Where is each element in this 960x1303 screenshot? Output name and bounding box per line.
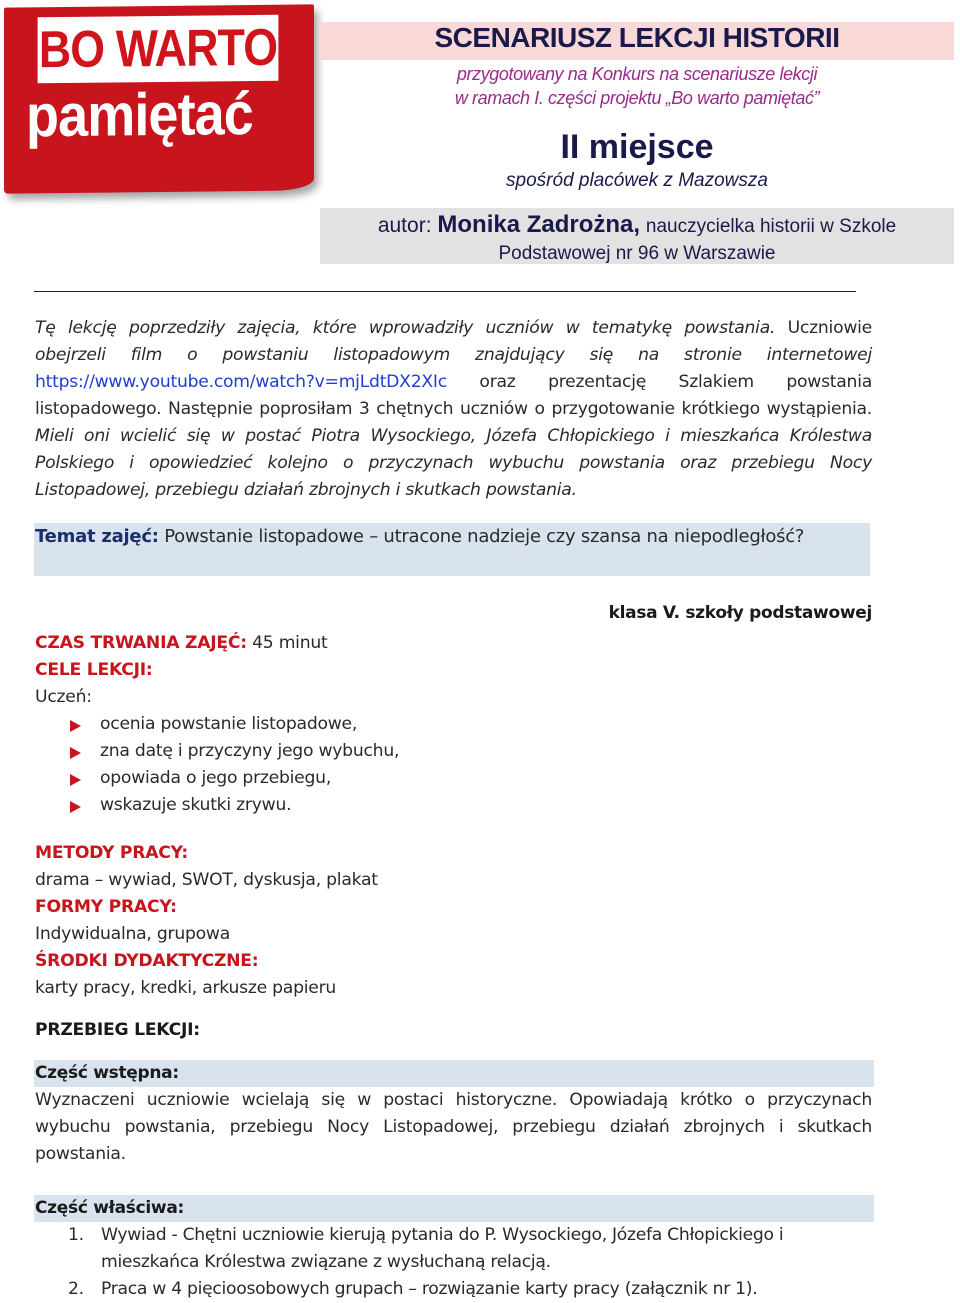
methods-label: METODY PRACY: [35,843,188,863]
list-item: 1. Wywiad - Chętni uczniowie kierują pytania do P. Wysockiego, Józefa Chłopickiego i mieszkańca Królestwa związane z wysłuchaną relacją. [68,1225,784,1272]
award-place: II miejsce [560,128,714,166]
triangle-bullet-icon [70,747,81,759]
topic-text: Powstanie listopadowe – utracone nadzieje czy szansa na niepodległość? [158,526,805,547]
logo-line1: BO WARTO [38,15,279,84]
author-box [320,208,954,264]
logo-line2: pamiętać [26,80,253,150]
list-item: ocenia powstanie listopadowe, [68,711,399,738]
triangle-bullet-icon [70,774,81,786]
forms-value: Indywidualna, grupowa [35,924,230,944]
award-place-sub: spośród placówek z Mazowsza [506,170,768,191]
goals-intro: Uczeń: [35,687,92,707]
goals-list [68,711,399,819]
methods-value: drama – wywiad, SWOT, dyskusja, plakat [35,870,378,890]
forms-label: FORMY PRACY: [35,897,177,917]
intro-part-text: Wyznaczeni uczniowie wcielają się w postaci historyczne. Opowiadają krótko o przyczynach wybuchu powstania, przebiegu Nocy Listopadowej, przebiegu działań zbrojnych i skutkach powstania. [35,1090,872,1164]
intro-italic-2: Mieli oni wcielić się w postać Piotra Wysockiego, Józefa Chłopickiego i mieszkańca Królestwa Polskiego i opowiedzieć kolejno o przyczynach wybuchu powstania oraz przebiegu Nocy Listopadowej, przebiegu działań zbrojnych i skutkach powstania. [35,426,872,500]
intro-part-label: Część wstępna: [35,1063,179,1083]
author-name: Monika Zadrożna, [437,211,641,238]
goals-label: CELE LEKCJI: [35,660,153,680]
intro-rest-3: oraz prezentację Szlakiem powstania listopadowego. Następnie poprosiłam 3 chętnych uczniów o przygotowanie krótkiego wystąpienia. [35,372,872,419]
intro-line-2: obejrzeli film o powstaniu listopadowym znajdujący się na stronie internetowej [35,345,872,365]
list-item: 2. Praca w 4 pięcioosobowych grupach – rozwiązanie karty pracy (załącznik nr 1). [68,1279,758,1299]
course-label: PRZEBIEG LEKCJI: [35,1020,200,1040]
intro-rest-1: Uczniowie [775,318,872,338]
subtitle-line1: przygotowany na Konkurs na scenariusze lekcji [456,64,818,84]
triangle-bullet-icon [70,801,81,813]
page-subtitle [320,62,954,110]
list-item: wskazuje skutki zrywu. [68,792,399,819]
logo [4,4,314,193]
duration-line [35,630,327,657]
means-value: karty pracy, kredki, arkusze papieru [35,978,337,998]
author-school: Podstawowej nr 96 w Warszawie [498,243,776,264]
triangle-bullet-icon [70,720,81,732]
topic-label: Temat zajęć: [35,526,159,547]
page-title: SCENARIUSZ LEKCJI HISTORII [434,22,840,53]
class-level: klasa V. szkoły podstawowej [608,603,872,623]
youtube-link[interactable]: https://www.youtube.com/watch?v=mjLdtDX2XIc [35,372,447,392]
intro-italic-1: Tę lekcję poprzedziły zajęcia, które wprowadziły uczniów w tematykę powstania. [35,318,776,338]
list-item: zna datę i przyczyny jego wybuchu, [68,738,399,765]
subtitle-line2: w ramach I. części projektu „Bo warto pamiętać” [454,88,820,108]
main-part-label: Część właściwa: [35,1198,184,1218]
means-label: ŚRODKI DYDAKTYCZNE: [35,951,259,971]
author-role: nauczycielka historii w Szkole [645,216,897,237]
intro-paragraph [35,315,872,504]
header-divider [34,291,856,292]
lesson-topic [35,524,835,550]
duration-label: CZAS TRWANIA ZAJĘĆ: [35,633,247,653]
main-part-list [68,1222,872,1303]
duration-value: 45 minut [246,633,328,653]
list-item: opowiada o jego przebiegu, [68,765,399,792]
author-prefix: autor: [377,214,432,237]
